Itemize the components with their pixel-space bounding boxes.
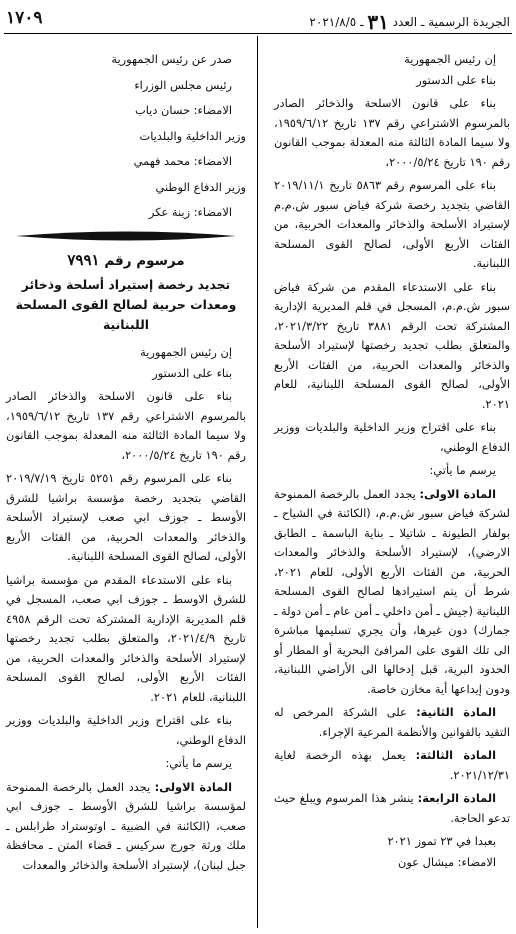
- interior-minister-signature: الامضاء: محمد فهمي: [133, 154, 232, 168]
- page-number: ١٧٠٩: [6, 8, 43, 28]
- whereas-paragraph: بناء على المرسوم رقم ٥٢٥١ تاريخ ٢٠١٩/٧/١٩ القاضي بتجديد رخصة مؤسسة براشيا للشرق الأوسط ـ جوزف ابي صعب لإستيراد الأسلحة والذخائر والمعدات الحربية، من الفئات الأربع الأولى، لصالح القوى المسلحة اللبنانية.: [6, 471, 246, 563]
- article-heading: المادة الاولى:: [419, 486, 496, 501]
- constitution-line: بناء على الدستور: [416, 72, 496, 87]
- article-heading: المادة الرابعة:: [417, 791, 496, 805]
- article-1: [6, 778, 246, 876]
- decree-label: مرسوم رقم: [104, 252, 185, 269]
- whereas-paragraph: بناء على المرسوم رقم ٥٨٦٣ تاريخ ٢٠١٩/١١/١ القاضي بتجديد رخصة شركة فياض سبور ش.م.م لإستيراد الأسلحة والذخائر والمعدات الحربية، من الفئات الأربع الأولى، لصالح القوى المسلحة اللبنانية.: [274, 178, 510, 270]
- signature-block: [6, 50, 246, 223]
- whereas-paragraph: بناء على اقتراح وزير الداخلية والبلديات ووزير الدفاع الوطني،: [274, 420, 510, 454]
- article-heading: المادة الثالثة:: [415, 748, 496, 762]
- issued-by-line: صدر عن رئيس الجمهورية: [111, 52, 232, 66]
- gazette-title: [309, 10, 510, 34]
- gazette-name: الجريدة الرسمية ـ العدد: [392, 15, 510, 29]
- dated-line: بعبدا في ٢٣ تموز ٢٠٢١: [387, 834, 496, 848]
- whereas-paragraph: بناء على الاستدعاء المقدم من شركة فياض سبور ش.م.م، المسجل في قلم المديرية الإدارية المشتركة تحت الرقم ٣٨٨١ تاريخ ٢٠٢١/٣/٢٢، والمتعلق بطلب تجديد رخصتها لإستيراد الأسلحة والذخائر والمعدات الحربية، من الفئات الأربع الأولى، لصالح القوى المسلحة اللبنانية، للعام ٢٠٢١.: [274, 279, 510, 411]
- decree-subject: تجديد رخصة إستيراد أسلحة وذخائر ومعدات حربية لصالح القوى المسلحة اللبنانية: [15, 277, 237, 332]
- article-text: يعمل بهذه الرخصة لغاية ٢٠٢١/١٢/٣١.: [274, 748, 510, 782]
- president-line: إن رئيس الجمهورية: [404, 52, 496, 66]
- page-header: [4, 6, 512, 34]
- section-ornament: [6, 229, 246, 243]
- left-column: [6, 50, 246, 879]
- whereas-paragraph: بناء على الاستدعاء المقدم من مؤسسة براشيا للشرق الاوسط ـ جوزف ابي صعب، المسجل في قلم المديرية الإدارية المشتركة تحت الرقم ٤٩٥٨ تاريخ ٢٠٢١/٤/٩، والمتعلق بطلب تجديد رخصتها لإستيراد الأسلحة والذخائر والمعدات الحربية، من الفئات الأربع الأولى، لصالح القوى المسلحة اللبنانية، للعام ٢٠٢١.: [6, 572, 246, 704]
- header-rule: [4, 33, 512, 34]
- whereas-paragraph: بناء على قانون الاسلحة والذخائر الصادر بالمرسوم الاشتراعي رقم ١٣٧ تاريخ ١٩٥٩/٦/١٢، ولا سيما المادة الثالثة منه المعدلة بموجب القانون رقم ١٩٠ تاريخ ٢٠٠٠/٥/٢٤،: [274, 96, 511, 169]
- article-text: يجدد العمل بالرخصة الممنوحة لمؤسسة براشيا للشرق الأوسط ـ جوزف ابي صعب، (الكائنة في الضبية ـ اوتوستراد طرابلس ـ ملك ورثة جورج سركيس ـ قضاء المتن ـ محافظة جبل لبنان)، لإستيراد الأسلحة والذخائر والمعدات: [6, 779, 246, 872]
- defense-minister-title: وزير الدفاع الوطني: [155, 179, 246, 194]
- article-4: [274, 789, 510, 828]
- article-text: يجدد العمل بالرخصة الممنوحة لشركة فياض سبور ش.م.م، (الكائنة في الشياح ـ بولفار الطيونة ـ شاتيلا ـ بناية الباسمة ـ الطابق الارضي)، لإستيراد الأسلحة والذخائر والمعدات الحربية، من الفئات الأربع الأولى، للعام ٢٠٢١، شرط أن يتم استيرادها لصالح القوى المسلحة اللبنانية (جيش ـ أمن داخلي ـ أمن عام ـ أمن دولة ـ جمارك) دون غيرها، وأن يجري تسليمها مباشرة الى تلك القوى على المرافئ البحرية أو المطار أو الحدود البرية، قبل إدخالها الى الأراضي اللبنانية، ودون إيداعها أية مخازن خاصة.: [274, 486, 510, 696]
- interior-minister-title: وزير الداخلية والبلديات: [139, 128, 246, 143]
- article-1: [274, 485, 510, 700]
- article-heading: المادة الثانية:: [416, 705, 496, 719]
- article-2: [274, 703, 510, 742]
- pm-signature: الامضاء: حسان دياب: [134, 103, 232, 117]
- article-heading: المادة الاولى:: [154, 779, 232, 794]
- whereas-paragraph: بناء على اقتراح وزير الداخلية والبلديات ووزير الدفاع الوطني،: [6, 713, 246, 747]
- article-3: [274, 746, 510, 785]
- issue-number: ٣١: [367, 10, 389, 34]
- president-signature: الامضاء: ميشال عون: [397, 854, 496, 869]
- right-column: [274, 50, 510, 876]
- decrees-line: يرسم ما يأتي:: [165, 756, 232, 770]
- whereas-paragraph: بناء على قانون الاسلحة والذخائر الصادر بالمرسوم الاشتراعي رقم ١٣٧ تاريخ ١٩٥٩/٦/١٢، ولا سيما المادة الثالثة منه المعدلة بموجب القانون رقم ١٩٠ تاريخ ٢٠٠٠/٥/٢٤،: [6, 389, 246, 462]
- decree-title: [6, 251, 246, 272]
- constitution-line: بناء على الدستور: [152, 365, 232, 380]
- decree-number: ٧٩٩١: [67, 250, 100, 269]
- issue-date: ـ ٢٠٢١/٨/٥: [309, 15, 364, 29]
- article-text: على الشركة المرخص له التقيد بالقوانين والأنظمة المرعية الإجراء.: [274, 705, 510, 739]
- president-line: إن رئيس الجمهورية: [140, 345, 232, 359]
- defense-minister-signature: الامضاء: زينة عكر: [148, 205, 232, 219]
- column-divider: [257, 36, 258, 928]
- article-text: ينشر هذا المرسوم ويبلغ حيث تدعو الحاجة.: [274, 791, 510, 825]
- pm-title: رئيس مجلس الوزراء: [134, 77, 232, 92]
- decrees-line: يرسم ما يأتي:: [429, 463, 496, 477]
